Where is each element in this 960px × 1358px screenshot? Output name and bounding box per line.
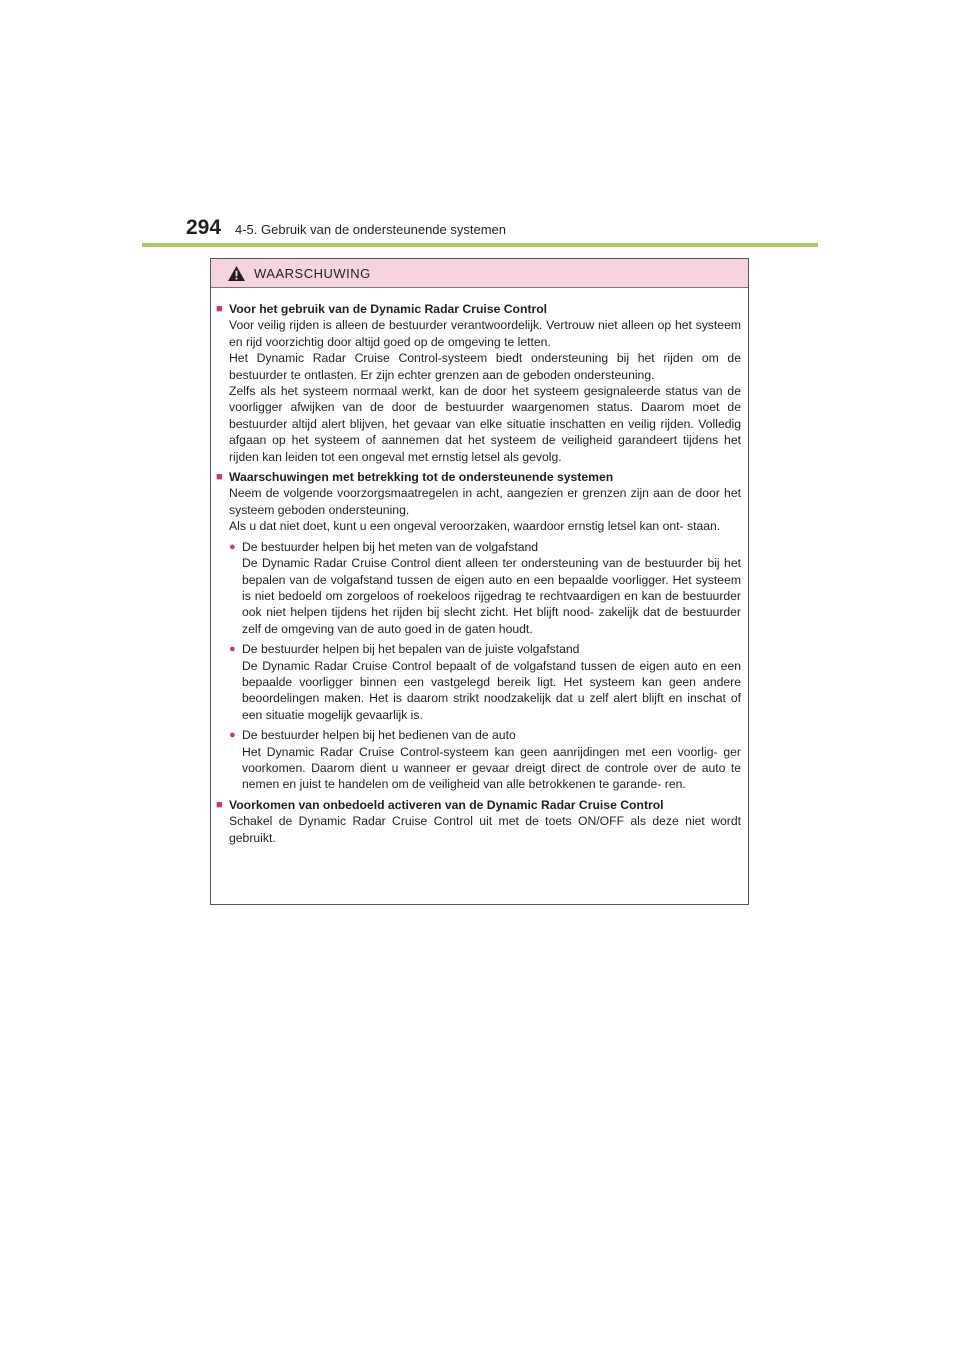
section-heading: ■ Voorkomen van onbedoeld activeren van de Dynamic Radar Cruise Control [216,797,664,812]
list-item [229,539,741,637]
section-heading: ■ Waarschuwingen met betrekking tot de ondersteunende systemen [216,470,614,485]
round-bullet-icon: ● [229,643,236,656]
list-item [229,727,741,793]
paragraph: Neem de volgende voorzorgsmaatregelen in acht, aangezien er grenzen zijn aan de door het systeem geboden ondersteuning. [229,486,741,517]
list-item [229,641,741,723]
round-bullet-icon: ● [229,540,236,553]
warning-box [210,258,749,905]
warning-title: WAARSCHUWING [254,265,371,281]
list-item-title: De bestuurder helpen bij het bedienen van de auto [242,728,516,743]
section-title: 4-5. Gebruik van de ondersteunende systemen [235,222,507,237]
warning-triangle-icon [227,265,246,282]
list-item-text: Het Dynamic Radar Cruise Control-systeem kan geen aanrijdingen met een voorlig- ger voorkomen. Daarom dient u wanneer er gevaar dreigt direct de controle over de auto te nemen en juist te handelen om de veiligheid van alle betrokkenen te garande- ren. [242,744,741,792]
warning-header [211,259,748,288]
warning-section [216,301,741,465]
paragraph: Voor veilig rijden is alleen de bestuurder verantwoordelijk. Vertrouw niet alleen op het systeem en rijd voorzichtig door altijd goed op de omgeving te letten. [229,318,741,349]
list-item-title: De bestuurder helpen bij het bepalen van de juiste volgafstand [242,642,580,657]
header-rule [142,243,818,247]
round-bullet-icon: ● [229,729,236,742]
section-heading: ■ Voor het gebruik van de Dynamic Radar Cruise Control [216,302,548,316]
list-item-title: De bestuurder helpen bij het meten van de volgafstand [242,539,539,554]
warning-section [216,469,741,793]
square-bullet-icon: ■ [216,471,223,484]
square-bullet-icon: ■ [216,303,223,315]
paragraph: Als u dat niet doet, kunt u een ongeval veroorzaken, waardoor ernstig letsel kan ont- staan. [229,519,721,534]
paragraph: Schakel de Dynamic Radar Cruise Control uit met de toets ON/OFF als deze niet wordt gebruikt. [229,814,741,845]
list-item-text: De Dynamic Radar Cruise Control bepaalt of de volgafstand tussen de eigen auto en een bepaalde voorligger binnen een vastgelegd bereik ligt. Het systeem kan geen andere beoordelingen maken. Het is daarom strikt noodzakelijk dat u zelf alert blijft en inschat of een situatie mogelijk gevaarlijk is. [242,658,741,722]
paragraph: Het Dynamic Radar Cruise Control-systeem biedt ondersteuning bij het rijden om de bestuurder te ontlasten. Er zijn echter grenzen aan de geboden ondersteuning. [229,351,741,382]
warning-section [216,797,741,846]
square-bullet-icon: ■ [216,798,223,811]
page-header [186,216,826,244]
list-item-text: De Dynamic Radar Cruise Control dient alleen ter ondersteuning van de bestuurder bij het bepalen van de volgafstand tussen de eigen auto en een bepaalde voorligger. Het systeem is niet bedoeld om zorgeloos of roekeloos rijgedrag te rechtvaardigen en kan de bestuurder ook niet helpen tijdens het rijden bij slecht zicht. Het blijft nood- zakelijk dat de bestuurder zelf de omgeving van de auto goed in de gaten houdt. [242,556,741,636]
page-number: 294 [186,216,222,239]
paragraph: Zelfs als het systeem normaal werkt, kan de door het systeem gesignaleerde status van de voorligger afwijken van de door de bestuurder waargenomen status. Daarom moet de bestuurder altijd alert blijven, het gevaar van elke situatie inschatten en veilig rijden. Volledig afgaan op het systeem of aannemen dat het systeem de veiligheid garandeert tijdens het rijden kan leiden tot een ongeval met ernstig letsel als gevolg. [229,384,741,464]
warning-body [211,288,748,846]
